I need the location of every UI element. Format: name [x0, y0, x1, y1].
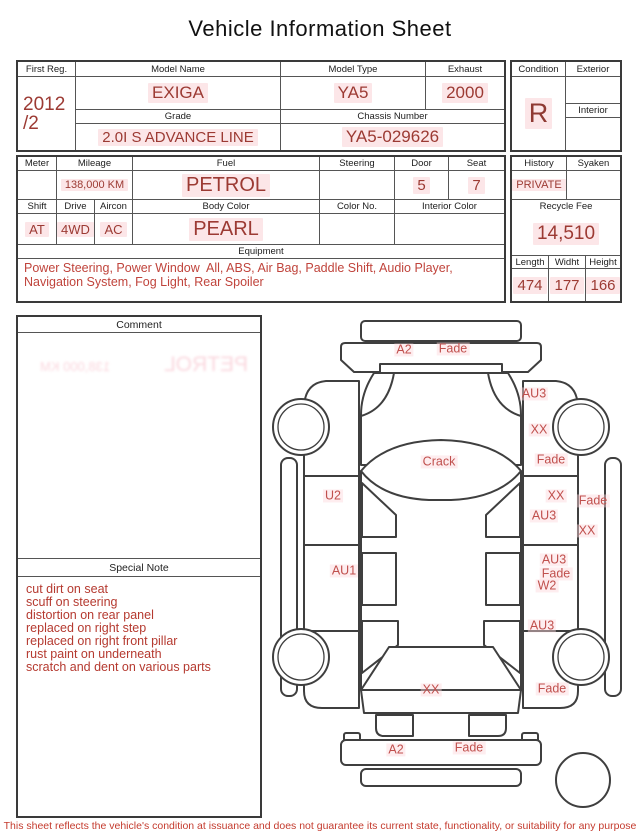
damage-label-fade: Fade: [578, 493, 608, 508]
special-note-header: Special Note: [18, 559, 260, 577]
first-reg-value: [18, 77, 76, 150]
drive-value: 4WD: [57, 214, 95, 245]
drive-label: Drive: [57, 200, 95, 214]
first-reg-month: /2: [23, 112, 39, 134]
damage-diagram: [266, 313, 638, 813]
model-name-value: EXIGA: [76, 77, 281, 110]
aircon-value: AC: [95, 214, 133, 245]
specs-table: [16, 155, 506, 303]
condition-label: Condition: [512, 62, 566, 77]
exhaust-label: Exhaust: [426, 62, 504, 77]
equipment-value: Power Steering, Power Window All, ABS, Air Bag, Paddle Shift, Audio Player, Navigation System, Fog Light, Rear Spoiler: [24, 261, 457, 290]
ink-bleed-artifact: PETROL: [164, 353, 249, 376]
shift-label: Shift: [18, 200, 57, 214]
damage-label-xx: XX: [530, 422, 548, 437]
damage-label-au3: AU3: [529, 618, 555, 633]
color-no-label: Color No.: [320, 200, 395, 214]
syaken-label: Syaken: [567, 157, 620, 171]
special-note-line: replaced on right step: [26, 621, 147, 635]
damage-label-fade: Fade: [537, 681, 567, 696]
chassis-label: Chassis Number: [281, 110, 504, 124]
page-title: Vehicle Information Sheet: [188, 16, 452, 41]
model-type-label: Model Type: [281, 62, 426, 77]
mileage-value: 138,000 KM: [57, 171, 133, 200]
fuel-value: PETROL: [133, 171, 320, 200]
exhaust-value: 2000: [426, 77, 504, 110]
damage-label-a2: A2: [396, 342, 412, 357]
width-label: Widht: [549, 256, 586, 269]
first-reg-year: 2012: [23, 93, 66, 115]
steering-value: [320, 171, 395, 200]
model-type-value: YA5: [281, 77, 426, 110]
condition-table: [510, 60, 622, 152]
grade-value: 2.0I S ADVANCE LINE: [76, 124, 281, 150]
damage-label-fade: Fade: [438, 341, 468, 356]
seat-label: Seat: [449, 157, 504, 171]
identity-table: [16, 60, 506, 152]
width-value: 177: [549, 269, 586, 301]
damage-label-w2: W2: [537, 578, 557, 593]
special-note-line: distortion on rear panel: [26, 608, 154, 622]
body-color-value: PEARL: [133, 214, 320, 245]
syaken-value: [567, 171, 620, 200]
recycle-fee-value: 14,510: [512, 213, 620, 256]
condition-value: R: [512, 77, 566, 150]
interior-value: [566, 118, 620, 150]
damage-label-au3: AU3: [541, 552, 567, 567]
color-no-value: [320, 214, 395, 245]
exterior-value: [566, 77, 620, 104]
steering-label: Steering: [320, 157, 395, 171]
disclaimer-text: This sheet reflects the vehicle's condition at issuance and does not guarantee its current state, functionality, or suitability for any purpose: [3, 820, 637, 832]
damage-label-au3: AU3: [521, 386, 547, 401]
rear-bumper-lower: [361, 769, 521, 786]
interior-color-label: Interior Color: [395, 200, 504, 214]
damage-label-xx: XX: [578, 523, 596, 538]
comment-body: [18, 333, 260, 559]
equipment-label: Equipment: [18, 245, 504, 259]
special-note-line: scratch and dent on various parts: [26, 660, 211, 674]
damage-label-xx: XX: [422, 682, 440, 697]
fuel-label: Fuel: [133, 157, 320, 171]
rear-left-wheel: [273, 629, 329, 685]
door-value: 5: [395, 171, 449, 200]
damage-label-fade: Fade: [536, 452, 566, 467]
grade-label: Grade: [76, 110, 281, 124]
special-note-line: scuff on steering: [26, 595, 118, 609]
body-color-label: Body Color: [133, 200, 320, 214]
damage-label-au3: AU3: [531, 508, 557, 523]
interior-label: Interior: [566, 104, 620, 118]
car-outline-drawing: [266, 313, 638, 813]
aircon-label: Aircon: [95, 200, 133, 214]
damage-label-a2: A2: [388, 742, 404, 757]
special-note-line: rust paint on underneath: [26, 647, 162, 661]
seat-value: 7: [449, 171, 504, 200]
ink-bleed-artifact: 138,000 KM: [40, 359, 111, 374]
damage-label-au1: AU1: [331, 563, 357, 578]
comment-note-panel: [16, 315, 262, 818]
meter-label: Meter: [18, 157, 57, 171]
spare-tire: [556, 753, 610, 807]
special-note-line: cut dirt on seat: [26, 582, 108, 596]
exterior-label: Exterior: [566, 62, 620, 77]
height-value: 166: [586, 269, 620, 301]
shift-value: AT: [18, 214, 57, 245]
model-name-label: Model Name: [76, 62, 281, 77]
door-label: Door: [395, 157, 449, 171]
chassis-value: YA5-029626: [281, 124, 504, 150]
special-note-line: replaced on right front pillar: [26, 634, 178, 648]
mileage-label: Mileage: [57, 157, 133, 171]
damage-label-fade: Fade: [541, 566, 571, 581]
damage-label-fade: Fade: [454, 740, 484, 755]
front-right-wheel: [553, 399, 609, 455]
length-label: Length: [512, 256, 549, 269]
front-left-wheel: [273, 399, 329, 455]
special-note-body: [18, 577, 260, 680]
damage-label-crack: Crack: [422, 454, 456, 469]
first-reg-label: First Reg.: [18, 62, 76, 77]
height-label: Height: [586, 256, 620, 269]
damage-label-u2: U2: [325, 488, 341, 503]
interior-color-value: [395, 214, 504, 245]
history-value: PRIVATE: [512, 171, 567, 200]
meter-value: [18, 171, 57, 200]
rear-right-wheel: [553, 629, 609, 685]
history-label: History: [512, 157, 567, 171]
rear-bumper: [341, 740, 541, 765]
history-table: [510, 155, 622, 303]
damage-label-xx: XX: [547, 488, 565, 503]
front-bumper-upper: [361, 321, 521, 341]
length-value: 474: [512, 269, 549, 301]
recycle-fee-label: Recycle Fee: [539, 201, 593, 212]
comment-header: Comment: [18, 317, 260, 333]
